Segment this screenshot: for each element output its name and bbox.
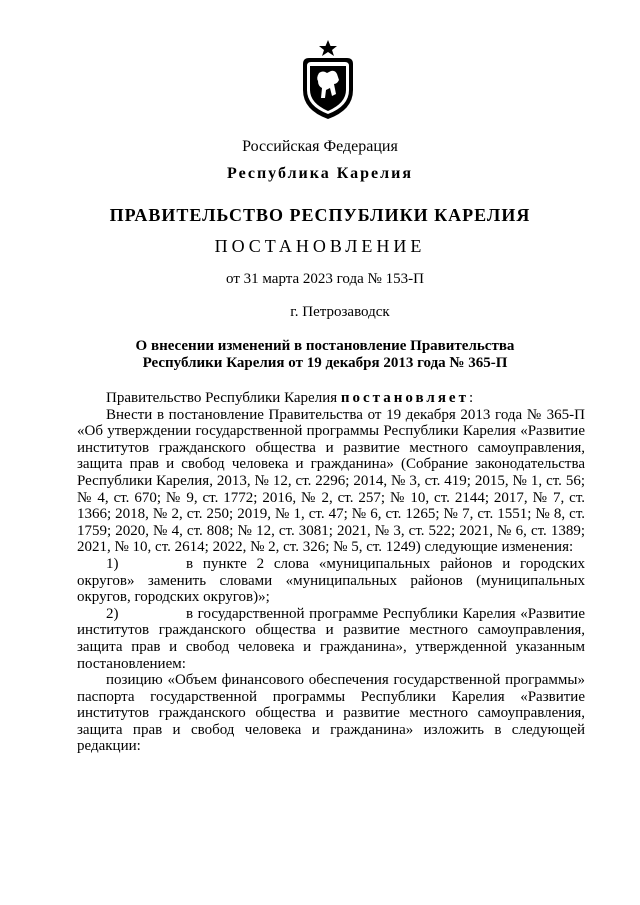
coat-of-arms-emblem	[297, 40, 359, 120]
country-name: Российская Федерация	[242, 138, 398, 155]
document-body	[77, 390, 585, 755]
item-number: 2)	[106, 605, 119, 622]
title-line-1: О внесении изменений в постановление Правительства	[135, 338, 515, 354]
republic-name: Республика Карелия	[227, 165, 413, 182]
date-number: от 31 марта 2023 года № 153-П	[226, 271, 424, 287]
item-number: 1)	[106, 555, 119, 572]
paragraph-preamble: Правительство Республики Карелия постановляет:	[106, 390, 474, 406]
paragraph-amend: Внести в постановление Правительства от 19 декабря 2013 года № 365-П «Об утверждении государственной программы Республики Карелия «Развитие институтов гражданского общества и развитие местного самоуправления, защита прав и свобод человека и гражданина» (Собрание законодательства Республики Карелия, 2013, № 12, ст. 2296; 2014, № 3, ст. 419; 2015, № 1, ст. 56; № 4, ст. 670; № 9, ст. 1772; 2016, № 2, ст. 257; № 10, ст. 2144; 2017, № 7, ст. 1366; 2018, № 2, ст. 250; 2019, № 1, ст. 47; № 6, ст. 1265; № 7, ст. 1551; № 8, ст. 1759; 2020, № 4, ст. 808; № 12, ст. 3081; 2021, № 3, ст. 522; 2021, № 6, ст. 1389; 2021, № 10, ст. 2614; 2022, № 2, ст. 326; № 5, ст. 1249) следующие изменения:	[77, 406, 585, 556]
paragraph-position: позицию «Объем финансового обеспечения государственной программы» паспорта государственной программы Республики Карелия «Развитие институтов гражданского общества и развитие местного самоуправления, защита прав и свобод человека и гражданина» изложить в следующей редакции:	[77, 672, 585, 755]
document-type: ПОСТАНОВЛЕНИЕ	[214, 236, 426, 256]
list-item	[77, 556, 585, 606]
city: г. Петрозаводск	[290, 304, 390, 320]
government-name: ПРАВИТЕЛЬСТВО РЕСПУБЛИКИ КАРЕЛИЯ	[109, 205, 531, 225]
item-text: в пункте 2 слова «муниципальных районов и городских округов» заменить словами «муниципальных районов (муниципальных округов, городских округов)»;	[77, 555, 585, 606]
document-title	[5, 338, 640, 372]
list-item	[77, 606, 585, 672]
title-line-2: Республики Карелия от 19 декабря 2013 года № 365-П	[142, 355, 508, 371]
item-text: в государственной программе Республики Карелия «Развитие институтов гражданского общества и развитие местного самоуправления, защита прав и свобод человека и гражданина», утвержденной указанным постановлением:	[77, 605, 585, 672]
spaced-verb: постановляет	[340, 390, 469, 406]
